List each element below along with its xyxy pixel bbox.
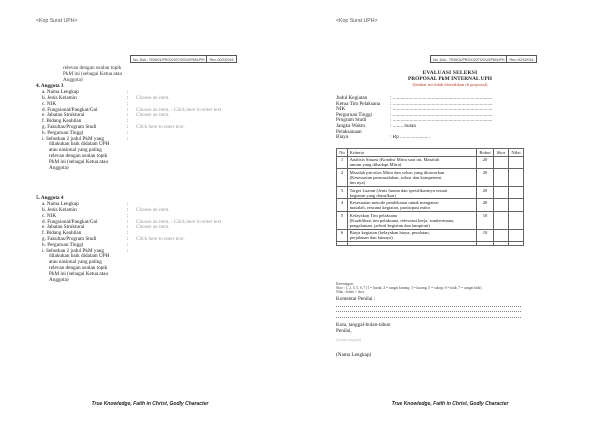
field-value[interactable]: Choose an item. xyxy=(136,206,170,213)
total-cell[interactable] xyxy=(494,242,509,246)
row-skor[interactable] xyxy=(494,186,509,199)
field-label: i. Sebutkan 2 judul PkM yang xyxy=(42,135,104,142)
keterangan: Keterangan: Skor : 1, 2, 3, 5, 6, 7 (1 = buruk; 2 = sangat kurang; 3 = kurang; 5 = cukup; 6 = baik; 7 = sangat baik) Nilai : bobot × skor xyxy=(336,282,482,295)
field-label: e. Jabatan Struktural xyxy=(42,112,85,119)
info-label: Perguruan Tinggi xyxy=(336,111,373,118)
row-nilai[interactable] xyxy=(509,186,524,199)
field-colon: : xyxy=(127,129,129,136)
row-bobot: 10 xyxy=(477,211,494,229)
full-name-placeholder: (Nama Lengkap) xyxy=(336,351,372,358)
city-date: Kota, tanggal-bulan-tahun xyxy=(336,321,391,328)
field-value[interactable]: Choose an item. xyxy=(136,224,170,231)
row-kriteria xyxy=(348,199,477,212)
field-colon: : xyxy=(127,212,129,219)
field-label-continued: dilakukan baik didalam UPH xyxy=(49,253,110,260)
info-value[interactable]: : ............................................................................. xyxy=(390,118,493,124)
doc-number-box xyxy=(130,55,237,63)
field-colon: : xyxy=(127,112,129,119)
row-number: 4 xyxy=(337,199,348,212)
doc-revision: Rev.:00/22/016 xyxy=(506,56,535,62)
row-kriteria xyxy=(348,169,477,187)
row-skor[interactable] xyxy=(494,199,509,212)
row-bobot: 20 xyxy=(477,156,494,169)
field-label-continued: PkM ini (sebagai Ketua atau xyxy=(49,270,109,277)
info-row xyxy=(336,135,536,141)
row-number: 2 xyxy=(337,169,348,187)
row-kriteria xyxy=(348,211,477,229)
row-skor[interactable] xyxy=(494,229,509,242)
row-bobot: 20 xyxy=(477,169,494,187)
row-skor[interactable] xyxy=(494,211,509,229)
member-field-row xyxy=(36,137,286,172)
field-colon: : xyxy=(127,135,129,142)
info-value[interactable]: : ............................................................................. xyxy=(390,96,493,101)
field-label: g. Fakultas/Program Studi xyxy=(42,123,97,130)
field-colon: : xyxy=(127,235,129,242)
kriteria-line: umum yang dihadapi Mitra) xyxy=(349,162,402,168)
field-colon: : xyxy=(127,201,129,208)
kriteria-line: Masalah prioritas Mitra dan solusi yang ditawarkan xyxy=(349,169,445,175)
total-cell xyxy=(348,242,477,246)
row-nilai[interactable] xyxy=(509,199,524,212)
row-nilai[interactable] xyxy=(509,169,524,187)
field-label: g. Fakultas/Program Studi xyxy=(42,235,97,242)
info-value[interactable]: : ........ bulan xyxy=(390,123,416,129)
page-footer-motto: True Knowledge, Faith in Christ, Godly Character xyxy=(391,401,509,407)
field-label: a. Nama Lengkap xyxy=(42,201,79,208)
col-nilai: Nilai xyxy=(509,149,524,157)
komentar-label: Komentar Penilai : xyxy=(336,295,376,302)
field-colon: : xyxy=(127,206,129,213)
col-no: No xyxy=(337,149,348,157)
row-skor[interactable] xyxy=(494,156,509,169)
row-number: 3 xyxy=(337,186,348,199)
evaluation-title xyxy=(300,70,600,87)
field-label-continued: atau nasional yang paling xyxy=(49,259,102,266)
field-label: f. Bidang Keahlian xyxy=(42,118,82,125)
info-row xyxy=(336,124,536,135)
kriteria-line: kegiatan yang diusulkan) xyxy=(349,192,396,198)
info-label: Ketua Tim Pelaksana xyxy=(336,100,381,107)
field-label-continued: Anggota) xyxy=(49,276,69,283)
doc-revision: Rev.:00/22/016 xyxy=(206,56,235,62)
field-value[interactable]: Choose an item. - Click here to enter text. xyxy=(136,218,223,225)
info-label: Jangka Waktu Pelaksanaan xyxy=(336,122,366,135)
row-number: 6 xyxy=(337,229,348,242)
field-value[interactable]: Click here to enter text. xyxy=(136,235,185,242)
doc-number: No. Dok.: TEM/01/PROX/2073/OUSPM/UPH xyxy=(433,57,505,62)
member-list xyxy=(36,66,286,283)
kriteria-line: Analisis Situasi (Kondisi Mitra saat ini, Masalah xyxy=(349,157,440,163)
row-kriteria xyxy=(348,229,477,242)
row-bobot: 20 xyxy=(477,199,494,212)
field-colon: : xyxy=(127,241,129,248)
field-label: c. NIK xyxy=(42,212,57,219)
row-number: 1 xyxy=(337,156,348,169)
kriteria-line: Biaya kegiatan (kelayakan biaya, peralatan, xyxy=(349,230,430,236)
row-kriteria xyxy=(348,156,477,169)
row-bobot: 20 xyxy=(477,186,494,199)
field-label: b. Jenis Kelamin xyxy=(42,206,77,213)
field-colon: : xyxy=(127,100,129,107)
field-colon: : xyxy=(127,123,129,130)
info-value[interactable]: : ............................................................................. xyxy=(390,107,493,113)
field-colon: : xyxy=(127,218,129,225)
member-section xyxy=(36,196,286,283)
field-label-continued: PkM ini (sebagai Ketua atau xyxy=(49,158,109,165)
field-label: d. Fungsional/Pangkat/Gol xyxy=(42,106,98,113)
field-label: b. Jenis Kelamin xyxy=(42,94,77,101)
field-label: i. Sebutkan 2 judul PkM yang xyxy=(42,247,104,254)
evaluation-table xyxy=(336,148,524,246)
field-value[interactable]: Choose an item. xyxy=(136,94,170,101)
member-field-row xyxy=(36,249,286,284)
row-nilai[interactable] xyxy=(509,229,524,242)
kriteria-line: Kelayakan Tim pelaksana xyxy=(349,212,398,218)
row-skor[interactable] xyxy=(494,169,509,187)
field-colon: : xyxy=(127,247,129,254)
table-row xyxy=(337,186,524,199)
kriteria-line: masalah, rencana kegiatan, partisipasi mitra xyxy=(349,205,430,211)
member-section xyxy=(36,84,286,171)
field-value[interactable]: Click here to enter text. xyxy=(136,123,185,130)
field-label: e. Jabatan Struktural xyxy=(42,224,85,231)
field-colon: : xyxy=(127,89,129,96)
field-colon: : xyxy=(127,106,129,113)
table-row xyxy=(337,169,524,187)
evaluation-notes xyxy=(336,282,526,358)
info-value[interactable]: : Rp ....................... xyxy=(390,135,430,141)
field-label-continued: relevan dengan usulan topik xyxy=(49,152,108,159)
col-skor: Skor xyxy=(494,149,509,157)
signature-placeholder: (tanda tangan) xyxy=(336,336,362,342)
info-label: Judul Kegiatan xyxy=(336,95,368,101)
kop-surat-placeholder: <Kop Surat UPH> xyxy=(36,18,78,24)
kriteria-line: pengalaman, jadwal kegiatan dan lampiran) xyxy=(349,222,430,228)
table-row xyxy=(337,199,524,212)
row-number: 5 xyxy=(337,211,348,229)
field-colon: : xyxy=(127,118,129,125)
field-value[interactable]: Choose an item. - Click here to enter text. xyxy=(136,106,223,113)
kop-surat-placeholder: <Kop Surat UPH> xyxy=(336,18,378,24)
table-header-row xyxy=(337,149,524,157)
row-bobot: 10 xyxy=(477,229,494,242)
field-label: a. Nama Lengkap xyxy=(42,89,79,96)
penilai-label: Penilai, xyxy=(336,327,352,334)
info-value[interactable]: : ............................................................................. xyxy=(390,101,493,107)
proposal-info xyxy=(336,96,536,141)
field-value[interactable]: Choose an item. xyxy=(136,112,170,119)
kriteria-line: (Kesesuaian permasalahan, solusi dan kompetensi xyxy=(349,174,442,180)
field-label-continued: relevan dengan usulan topik xyxy=(49,264,108,271)
evaluation-title-line2: PROPOSAL PkM INTERNAL UPH xyxy=(407,76,492,82)
doc-number-box xyxy=(430,55,537,63)
signature-block xyxy=(336,322,526,358)
field-label-continued: dilakukan baik didalam UPH xyxy=(49,141,110,148)
table-row xyxy=(337,211,524,229)
field-label: h. Perguruan Tinggi xyxy=(42,241,84,248)
info-value[interactable]: : ............................................................................. xyxy=(390,112,493,118)
total-cell xyxy=(337,242,348,246)
table-row xyxy=(337,156,524,169)
previous-member-continuation: relevan dengan usulan topik PkM ini (sebagai Ketua atau Anggota) xyxy=(63,65,123,83)
kriteria-line: Target Luaran (Jenis luaran dan spesifikasinya sesuai xyxy=(349,187,448,193)
evaluation-title-line1: EVALUASI SELEKSI xyxy=(422,70,478,76)
row-nilai[interactable] xyxy=(509,211,524,229)
col-kriteria: Kriteria xyxy=(348,149,477,157)
table-total-row xyxy=(337,242,524,246)
kriteria-line: perjalanan dan lainnya) xyxy=(349,235,393,241)
col-bobot: Bobot xyxy=(477,149,494,157)
field-colon: : xyxy=(127,94,129,101)
row-kriteria xyxy=(348,186,477,199)
total-cell[interactable] xyxy=(509,242,524,246)
total-cell xyxy=(477,242,494,246)
field-label: c. NIK xyxy=(42,100,57,107)
row-nilai[interactable] xyxy=(509,156,524,169)
table-row xyxy=(337,229,524,242)
kriteria-line: tim nya) xyxy=(349,179,366,185)
kriteria-line: Kesesuaian metode pendekatan untuk mengatasi xyxy=(349,200,439,206)
doc-number: No. Dok.: TEM/01/PROX/2073/OUSPM/UPH xyxy=(133,57,205,62)
field-label: f. Bidang Keahlian xyxy=(42,230,82,237)
field-colon: : xyxy=(127,224,129,231)
info-label: Program Studi xyxy=(336,117,367,124)
field-label-continued: atau nasional yang paling xyxy=(49,147,102,154)
page-footer-motto: True Knowledge, Faith in Christ, Godly Character xyxy=(91,401,209,407)
field-label: d. Fungsional/Pangkat/Gol xyxy=(42,218,98,225)
komentar-line[interactable] xyxy=(336,312,521,317)
info-label: Biaya xyxy=(336,134,349,141)
field-label: h. Perguruan Tinggi xyxy=(42,129,84,136)
info-label: NIK xyxy=(336,106,346,113)
evaluation-title-note: (lembar ini tidak diserahkan di proposal) xyxy=(412,82,488,87)
field-label-continued: Anggota) xyxy=(49,164,69,171)
field-colon: : xyxy=(127,230,129,237)
member-title: 5. Anggota 4 xyxy=(36,195,64,202)
member-title: 4. Anggota 3 xyxy=(36,83,64,90)
kriteria-line: (Kualifikasi tim pelaksana, relevansi kerja, sumbermana, xyxy=(349,217,455,223)
